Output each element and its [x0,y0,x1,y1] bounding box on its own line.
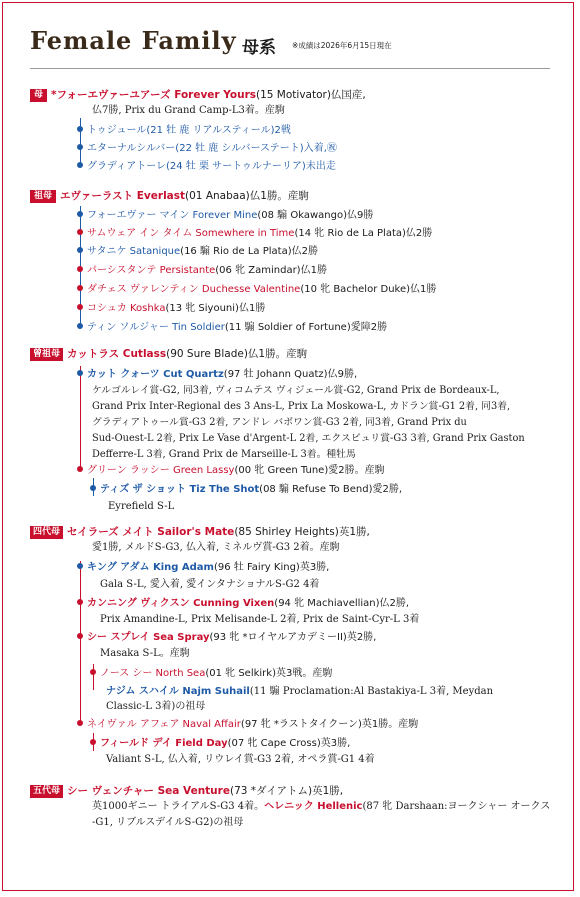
gen4-sea-spray-record: Masaka S-L。産駒 [100,648,190,659]
gen1-name: *フォーエヴァーユアーズ Forever Yours [51,89,257,101]
gen2-child-6: コシュカ Koshka(13 牝 Siyouni)仏1勝 [77,301,265,317]
gen3-info: (90 Sure Blade)仏1勝。産駒 [166,348,308,360]
bullet-icon [77,563,83,569]
gen4-naval-affair: ネイヴァル アフェア Naval Affair(97 牝 *ラストタイクーン)英1勝。産駒 [77,717,418,733]
gen1-section [30,87,550,119]
gen3-tag: 曾祖母 [30,348,63,361]
gen4-king-adam-record: Gala S-L, 愛入着, 愛インタナショナルS-G2 4着 [100,579,320,590]
bullet-icon [90,739,96,745]
bullet-icon [77,266,83,272]
gen3-cut-quartz-record: ケルゴルレイ賞-G2, 同3着, ヴィコムテス ヴィジェール賞-G2, Grand Prix de Bordeaux-L, Grand Prix Inter-Regional des 3 Ans-L, Prix La Moskowa-L, カドラン賞-G1 2着, 同3着, グラディアトゥール賞-G3 2着, アンドレ バボワン賞-G3 2着, 同3着, Grand Prix du Sud-Ouest-L 2着, Prix Le Vase d'Argent-L 2着, エクスビュリ賞-G3 3着, Grand Prix Gaston Defferre-L 3着, Grand Prix de Marseille-L 3着。種牡馬 [92,385,525,460]
bullet-icon [90,485,96,491]
gen1-child-2: エターナルシルバー(22 牡 鹿 シルバーステート)入着,㊗ [77,141,337,157]
bullet-icon [77,599,83,605]
bullet-icon [77,466,83,472]
bullet-icon [77,126,83,132]
gen5-hellenic: ヘレニック Hellenic [264,801,363,812]
gen4-field-day-record: Valiant S-L, 仏入着, リウレイ賞-G3 2着, オペラ賞-G1 4着 [106,754,375,765]
gen4-najm-suhail-record: Classic-L 3着)の祖母 [106,701,206,712]
bullet-icon [77,229,83,235]
gen5-name: シー ヴェンチャー Sea Venture [67,785,230,797]
gen4-tag: 四代母 [30,526,63,539]
gen2-name: エヴァーラスト Everlast [60,190,186,202]
bullet-icon [77,323,83,329]
gen2-child-7: ティン ソルジャー Tin Soldier(11 騸 Soldier of Fortune)愛障2勝 [77,320,387,336]
bullet-icon [77,211,83,217]
bullet-icon [77,720,83,726]
gen3-cut-quartz: カット クォーツ Cut Quartz(97 牡 Johann Quatz)仏9勝, [77,367,357,383]
header-divider [30,68,550,69]
bullet-icon [77,247,83,253]
gen3-name: カットラス Cutlass [67,348,167,360]
gen4-sea-spray: シー スプレイ Sea Spray(93 牝 *ロイヤルアカデミーII)英2勝, [77,630,376,646]
record-date-note: ※成績は2026年6月15日現在 [292,41,392,50]
gen2-headline [30,188,550,204]
gen4-king-adam: キング アダム King Adam(96 牡 Fairy King)英3勝, [77,560,329,576]
gen2-child-5: ダチェス ヴァレンティン Duchesse Valentine(10 牝 Bachelor Duke)仏1勝 [77,282,436,298]
gen1-record: 仏7勝, Prix du Grand Camp-L3着。産駒 [92,105,285,116]
gen3-section [30,346,550,362]
gen5-headline [30,783,550,799]
bullet-icon [77,370,83,376]
gen3-headline [30,346,550,362]
gen2-child-4: パーシスタンテ Persistante(06 牝 Zamindar)仏1勝 [77,263,327,279]
gen5-record-1: 英1000ギニー トライアルS-G3 4着。ヘレニック Hellenic(87 牝 Darshaan:ヨークシャー オークス [92,801,551,812]
bullet-icon [77,162,83,168]
gen2-section [30,188,550,204]
bullet-icon [77,633,83,639]
gen1-child-3: グラディアトーレ(24 牡 栗 サートゥルナーリア)未出走 [77,159,336,175]
gen4-record: 愛1勝, メルドS-G3, 仏入着, ミネルヴ賞-G3 2着。産駒 [92,542,340,553]
gen2-child-2: サムウェア イン タイム Somewhere in Time(14 牝 Rio de La Plata)仏2勝 [77,226,432,242]
gen4-cunning-vixen: カンニング ヴィクスン Cunning Vixen(94 牝 Machiavellian)仏2勝, [77,596,409,612]
gen3-green-lassy: グリーン ラッシー Green Lassy(00 牝 Green Tune)愛2勝。産駒 [77,463,385,479]
gen1-headline [30,87,550,103]
bullet-icon [90,669,96,675]
gen4-najm-suhail: ナジム スハイル Najm Suhail(11 騸 Proclamation:Al Bastakiya-L 3着, Meydan [106,686,494,697]
gen5-section [30,783,550,831]
gen4-cunning-vixen-record: Prix Amandine-L, Prix Melisande-L 2着, Prix de Saint-Cyr-L 3着 [100,614,420,625]
gen4-north-sea: ノース シー North Sea(01 牝 Selkirk)英3戦。産駒 [90,666,332,682]
gen2-tag: 祖母 [30,190,56,203]
bullet-icon [77,304,83,310]
gen2-info: (01 Anabaa)仏1勝。産駒 [185,190,309,202]
gen3-tiz-the-shot: ティズ ザ ショット Tiz The Shot(08 騸 Refuse To Bend)愛2勝, [90,482,402,498]
gen5-info: (73 *ダイアトム)英1勝, [229,785,344,797]
gen5-tag: 五代母 [30,785,63,798]
page-title-jp: 母系 [242,38,276,58]
gen5-record-2: -G1, リブルスデイルS-G2)の祖母 [92,817,244,828]
gen2-child-1: フォーエヴァー マイン Forever Mine(08 騸 Okawango)仏9勝 [77,208,373,224]
bullet-icon [77,285,83,291]
gen1-info: (15 Motivator)仏国産, [256,89,366,101]
bullet-icon [77,144,83,150]
page-title: Female Family [30,26,237,55]
gen3-tiz-the-shot-record: Eyrefield S-L [108,501,175,512]
gen1-child-1: トゥジュール(21 牡 鹿 リアルスティール)2戦 [77,123,291,139]
gen4-headline [30,524,550,540]
gen4-info: (85 Shirley Heights)英1勝, [234,526,370,538]
gen1-tag: 母 [30,89,47,102]
gen2-child-3: サタニケ Satanique(16 騸 Rio de La Plata)仏2勝 [77,244,318,260]
gen4-field-day: フィールド デイ Field Day(07 牝 Cape Cross)英3勝, [90,736,350,752]
gen4-section [30,524,550,556]
gen4-name: セイラーズ メイト Sailor's Mate [67,526,235,538]
